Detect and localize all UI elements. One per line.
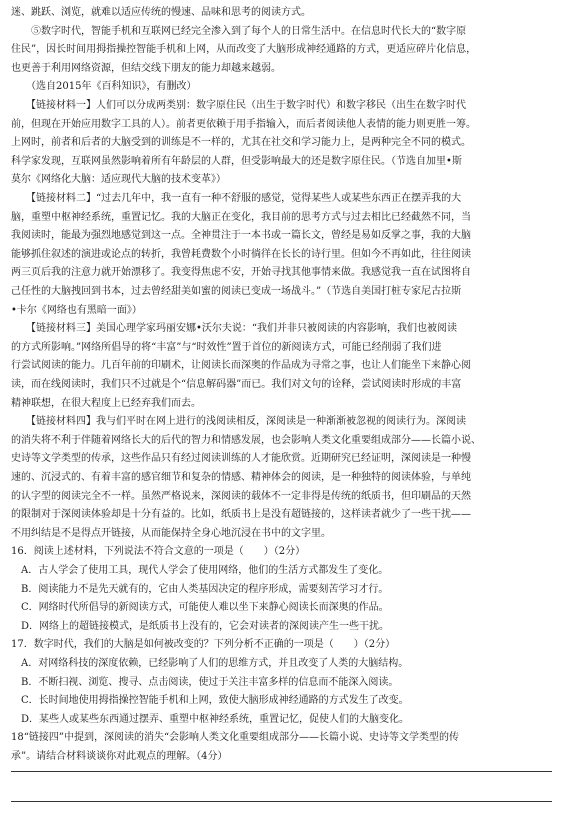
text-line: 精神联想，在很大程度上已经弃我们而去。 [11,397,201,409]
text-line: 速的、沉浸式的、有着丰富的感官细节和复杂的情感、精神体会的阅读，是一种独特的阅读体验，与单纯 [11,472,471,483]
answer-blank-line[interactable] [11,771,552,772]
question-16: 16．阅读上述材料，下列说法不符合文意的一项是（ ）（2分） [11,546,306,558]
text-line: 莫尔《网络化大脑：适应现代大脑的技术变革》） [11,174,226,186]
text-line: 【链接材料四】我与们平时在网上进行的浅阅读相反，深阅读是一种渐渐被忽视的阅读行为。深阅读 [11,416,466,428]
text-line: 科学家发现，互联网虽然影响着所有年龄层的人群，但受影响最大的还是数字原住民。（节选自加里•斯 [11,155,462,167]
text-line: 前，但现在开始应用数字工具的人）。前者更依赖于用手指输入，而后者阅读他人表情的能力则更胜一筹。 [11,118,476,130]
text-line: 我阅读时，能最为强烈地感觉到这一点。全神贯注于一本书或一篇长文，曾经是易如反掌之事，我的大脑 [11,230,471,242]
text-line: 【链接材料一】人们可以分成两类别：数字原住民（出生于数字时代）和数字移民（出生在数字时代 [11,100,466,111]
q17-option-a: A．对网络科技的深度依赖，已经影响了人们的思维方式，并且改变了人类的大脑结构。 [11,658,409,669]
q17-option-d: D．某些人或某些东西通过摆弄、重塑中枢神经系统，重置记忆，促使人们的大脑变化。 [11,713,410,725]
question-17: 17．数字时代，我们的大脑是如何被改变的？下列分析不正确的一项是（ ）（2分） [11,639,396,651]
q16-option-b: B．阅读能力不是先天就有的，它由人类基因决定的程序形成，需要刻苦学习才行。 [11,583,389,595]
text-line: 史诗等文学类型的传承，这些作品只有经过阅读训练的人才能欣赏。近期研究已经证明，深阅读是一种慢 [11,453,471,465]
q16-option-c: C．网络时代所倡导的新阅读方式，可能使人难以坐下来静心阅读长而深奥的作品。 [11,602,389,614]
text-line: 读，而在线阅读时，我们只不过就是个“信息解码器”而已。我们对文句的诠释，尝试阅读时形成的丰富 [11,379,462,390]
answer-blank-line[interactable] [11,801,552,802]
text-line: 的限制对于深阅读体验却是十分有益的。比如，纸质书上是没有超链接的，这样读者就少了一些干扰—— [11,509,471,521]
text-line: 行尝试阅读的能力。几百年前的印刷术，让阅读长而深奥的作品成为寻常之事，也让人们能坐下来静心阅 [11,360,471,372]
text-line: 能够抓住叙述的演进或论点的转折，我曾耗费数个小时徜徉在长长的诗行里。但如今不再如此，往往阅读 [11,248,471,260]
text-line: 的消失将不利于伴随着网络长大的后代的智力和情感发展，也会影响人类文化重要组成部分——长篇小说、 [11,434,481,446]
q17-option-c: C．长时间地使用拇指操控智能手机和上网，致使大脑形成神经通路的方式发生了改变。 [11,695,409,707]
q16-option-d: D．网络上的超链接模式，是纸质书上没有的，它会对读者的深阅读产生一些干扰。 [11,620,390,632]
text-line: 脑，重塑中枢神经系统，重置记忆。我的大脑正在变化，我目前的思考方式与过去相比已经截然不同，当 [11,211,471,223]
text-line: 住民”，因长时间用拇指操控智能手机和上网，从而改变了大脑形成神经通路的方式，更适应碎片化信息， [11,44,477,56]
text-line: 己任性的大脑拽回到书本，过去曾经甜美如蜜的阅读已变成一场战斗。”（节选自美国打桩专家尼古拉斯 [11,286,462,297]
q17-option-b: B．不断扫视、浏览、搜寻、点击阅读，使过于关注丰富多样的信息而不能深入阅读。 [11,676,399,688]
text-line: 迷、跳跃、浏览，就难以适应传统的慢速、品味和思考的阅读方式。 [11,7,311,18]
text-line: ⑤数字时代，智能手机和互联网已经完全渗入到了每个人的日常生活中。在信息时代长大的“数字原 [11,25,467,37]
text-line: 【链接材料三】美国心理学家玛丽安娜•沃尔夫说：“我们并非只被阅读的内容影响，我们也被阅读 [11,323,458,335]
source-note: （选自2015年《百科知识》，有删改） [11,81,197,93]
text-line: 的方式所影响。”网络所倡导的将“丰富”与“时效性”置于首位的新阅读方式，可能已经削弱了我们进 [11,341,442,353]
text-line: 不用纠结是不是得点开链接，从而能保持全身心地沉浸在书中的文字里。 [11,527,331,539]
q16-option-a: A．古人学会了使用工具，现代人学会了使用网络，他们的生活方式都发生了变化。 [11,565,389,576]
question-18: 18“链接四”中提到，深阅读的消失“会影响人类文化重要组成部分——长篇小说、史诗等文学类型的传 [11,732,460,744]
text-line: 【链接材料二】“过去几年中，我一直有一种不舒服的感觉，觉得某些人或某些东西正在摆弄我的大 [11,193,462,204]
text-line: 上网时，前者和后者的大脑受到的训练是不一样的，尤其在社交和学习能力上，是两种完全不同的模式。 [11,137,471,149]
text-line: 的认字型的阅读完全不一样。虽然严格说来，深阅读的载体不一定非得是传统的纸质书，但印刷品的天然 [11,490,471,502]
text-line: 两三页后我的注意力就开始漂移了。我变得焦虑不安，开始寻找其他事情来做。我感觉我一直在试图将自 [11,267,471,279]
text-line: 承”。请结合材料谈谈你对此观点的理解。（4分） [11,751,228,762]
text-line: •卡尔《网络也有黑暗一面》） [11,304,142,316]
text-line: 也更善于利用网络资源，但结交线下朋友的能力却越来越弱。 [11,62,281,74]
